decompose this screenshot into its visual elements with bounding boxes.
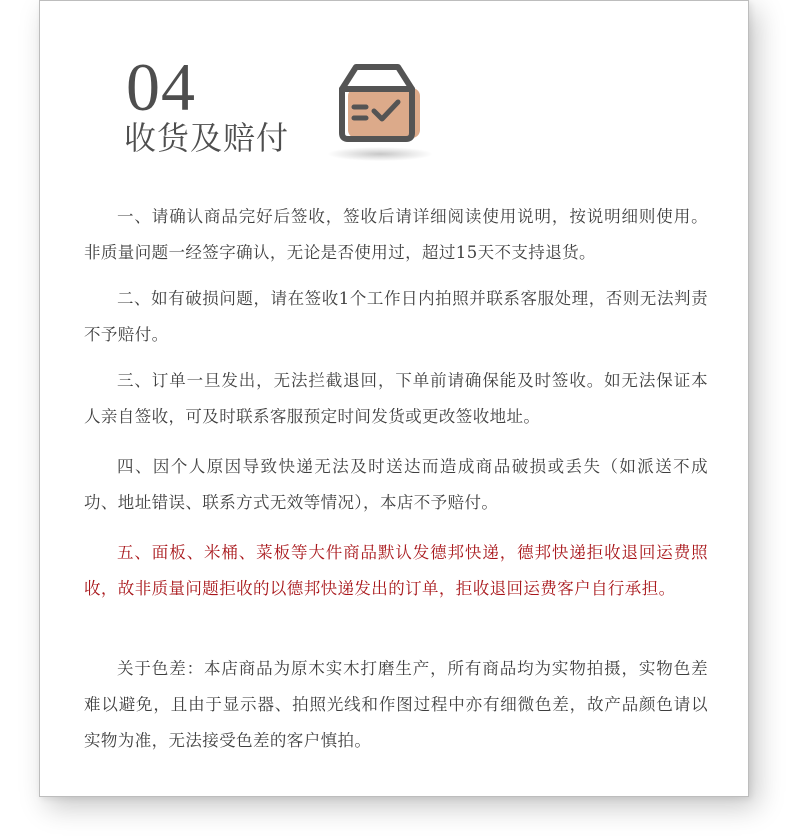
clause-1: 一、请确认商品完好后签收，签收后请详细阅读使用说明，按说明细则使用。非质量问题一经签字确认，无论是否使用过，超过15天不支持退货。 — [84, 207, 708, 262]
clause-4: 四、因个人原因导致快递无法及时送达而造成商品破损或丢失（如派送不成功、地址错误、联系方式无效等情况），本店不予赔付。 — [84, 457, 708, 512]
clause-2: 二、如有破损问题，请在签收1个工作日内拍照并联系客服处理，否则无法判责不予赔付。 — [84, 289, 708, 344]
color-difference-note: 关于色差：本店商品为原木实木打磨生产，所有商品均为实物拍摄，实物色差难以避免，且由于显示器、拍照光线和作图过程中亦有细微色差，故产品颜色请以实物为准，无法接受色差的客户慎拍。 — [84, 659, 708, 750]
content-card — [39, 0, 749, 797]
clause-5-highlight: 五、面板、米桶、菜板等大件商品默认发德邦快递，德邦快递拒收退回运费照收，故非质量问题拒收的以德邦快递发出的订单，拒收退回运费客户自行承担。 — [84, 543, 708, 598]
icon-shadow — [328, 147, 432, 161]
section-title: 收货及赔付 — [124, 119, 290, 157]
section-number: 04 — [126, 49, 196, 125]
checked-box-icon — [336, 59, 422, 145]
clause-3: 三、订单一旦发出，无法拦截退回，下单前请确保能及时签收。如无法保证本人亲自签收，可及时联系客服预定时间发货或更改签收地址。 — [84, 371, 708, 426]
